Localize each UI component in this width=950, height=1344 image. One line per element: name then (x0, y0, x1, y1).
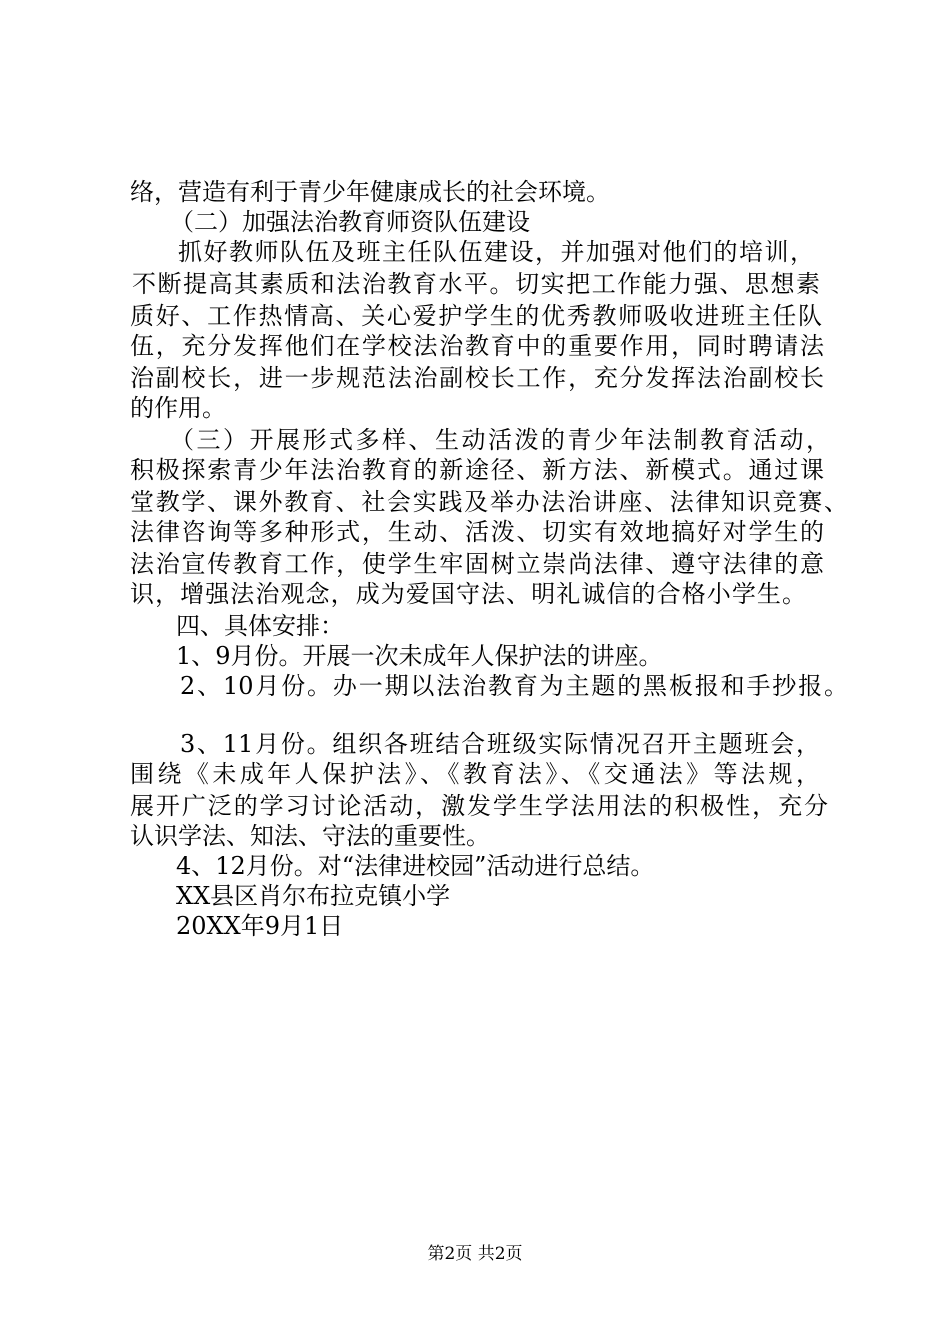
organization-name: XX县区肖尔布拉克镇小学 (176, 882, 451, 910)
text-line (0, 548, 950, 580)
text-line (0, 330, 950, 362)
heading-text: 四、具体安排： (176, 612, 344, 640)
heading-text: （二）加强法治教育师资队伍建设 (170, 208, 530, 236)
paragraph-text: 治副校长，进一步规范法治副校长工作，充分发挥法治副校长 (130, 364, 824, 392)
signature-organization (0, 880, 950, 912)
paragraph-text: 的作用。 (130, 394, 226, 422)
list-item-text: 4、12月份。对“法律进校园”活动进行总结。 (176, 852, 655, 880)
paragraph-text: 质好、工作热情高、关心爱护学生的优秀教师吸收进班主任队 (130, 302, 822, 330)
text-line (0, 176, 950, 208)
text-line (0, 236, 950, 268)
text-line (0, 454, 950, 486)
text-line (0, 424, 950, 456)
list-item (0, 670, 950, 702)
paragraph-text: 络，营造有利于青少年健康成长的社会环境。 (130, 178, 610, 206)
text-line (0, 268, 950, 300)
list-item-text: 2、10月份。办一期以法治教育为主题的黑板报和手抄报。 (180, 672, 848, 700)
list-item-text: 3、11月份。组织各班结合班级实际情况召开主题班会， (180, 730, 820, 758)
paragraph-text: 堂教学、课外教育、社会实践及举办法治讲座、法律知识竞赛、 (130, 488, 848, 516)
list-item (0, 640, 950, 672)
text-line (0, 362, 950, 394)
paragraph-text: 法治宣传教育工作，使学生牢固树立崇尚法律、遵守法律的意 (130, 550, 824, 578)
text-line (0, 578, 950, 610)
text-line (0, 516, 950, 548)
signature-date (0, 910, 950, 942)
text-line (0, 392, 950, 424)
paragraph-text: 展开广泛的学习讨论活动，激发学生学法用法的积极性，充分 (130, 792, 828, 820)
paragraph-text: 不断提高其素质和法治教育水平。切实把工作能力强、思想素 (132, 270, 820, 298)
paragraph-text: 抓好教师队伍及班主任队伍建设，并加强对他们的培训， (178, 238, 814, 266)
list-item-text: 1、9月份。开展一次未成年人保护法的讲座。 (176, 642, 663, 670)
paragraph-text: 识，增强法治观念，成为爱国守法、明礼诚信的合格小学生。 (130, 580, 806, 608)
text-line (0, 486, 950, 518)
paragraph-text: 积极探索青少年法治教育的新途径、新方法、新模式。通过课 (130, 456, 824, 484)
paragraph-text: 伍，充分发挥他们在学校法治教育中的重要作用，同时聘请法 (130, 332, 824, 360)
text-line (0, 300, 950, 332)
text-line (0, 790, 950, 822)
date-text: 20XX年9月1日 (176, 912, 344, 940)
page-footer: 第2页 共2页 (427, 1244, 523, 1264)
text-line (0, 758, 950, 790)
section-heading (0, 610, 950, 642)
list-item (0, 850, 950, 882)
text-line (0, 820, 950, 852)
paragraph-text: 法律咨询等多种形式，生动、活泼、切实有效地搞好对学生的 (130, 518, 824, 546)
paragraph-text: （三）开展形式多样、生动活泼的青少年法制教育活动， (170, 426, 830, 454)
paragraph-text: 围绕《未成年人保护法》、《教育法》、《交通法》等法规， (130, 760, 820, 788)
section-heading (0, 206, 950, 238)
paragraph-text: 认识学法、知法、守法的重要性。 (130, 822, 490, 850)
list-item (0, 728, 950, 760)
